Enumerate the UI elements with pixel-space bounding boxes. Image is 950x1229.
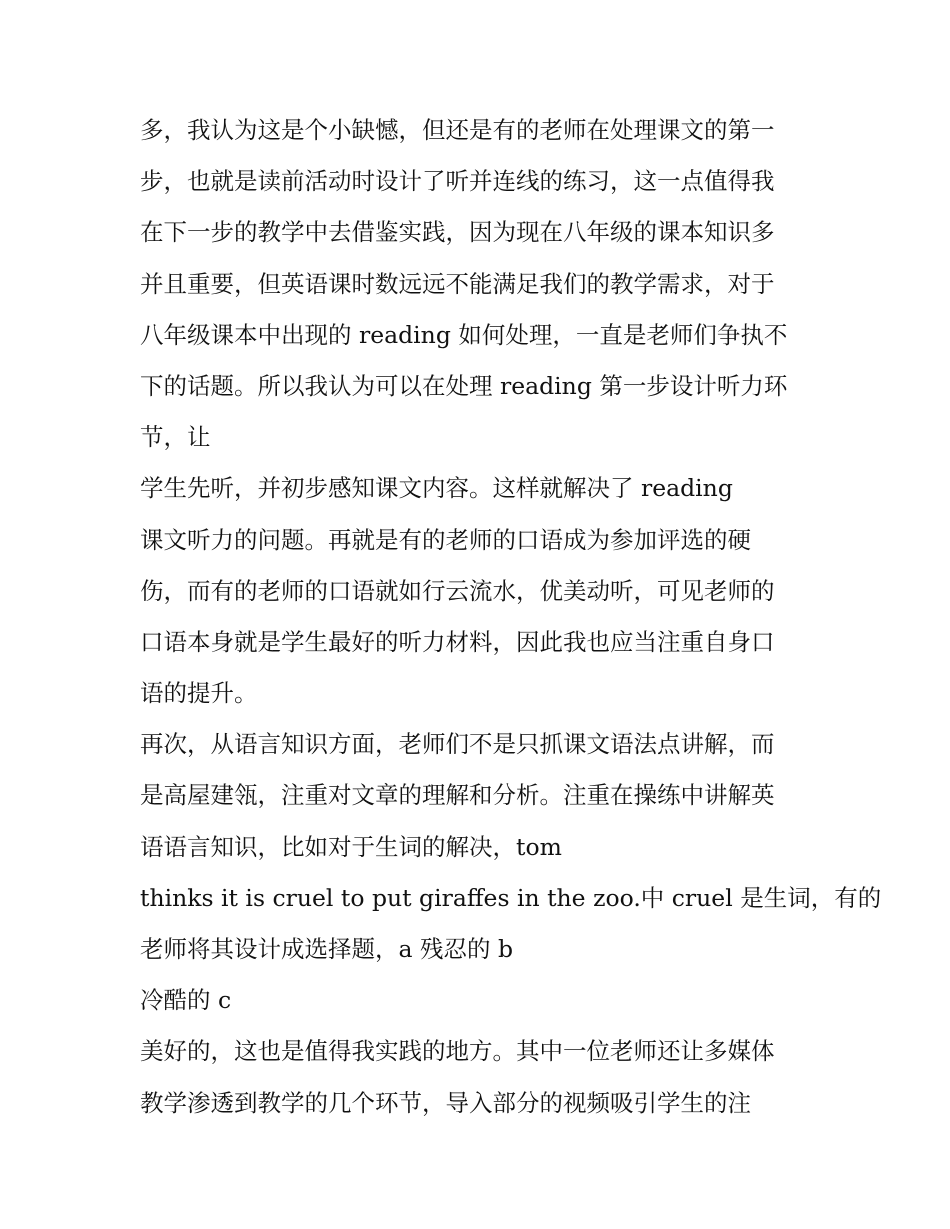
text-line: 伤，而有的老师的口语就如行云流水，优美动听，可见老师的 [140, 576, 775, 605]
text-line: 口语本身就是学生最好的听力材料，因此我也应当注重自身口 [140, 627, 775, 656]
text-line: 步，也就是读前活动时设计了听并连线的练习，这一点值得我 [140, 167, 775, 196]
text-line: 语的提升。 [140, 679, 258, 708]
text-line: 下的话题。所以我认为可以在处理 reading 第一步设计听力环 [140, 371, 788, 400]
text-line: 语语言知识，比如对于生词的解决，tom [140, 832, 562, 861]
text-line: 美好的，这也是值得我实践的地方。其中一位老师还让多媒体 [140, 1037, 775, 1066]
text-line: 节，让 [140, 423, 211, 452]
text-line: 在下一步的教学中去借鉴实践，因为现在八年级的课本知识多 [140, 218, 775, 247]
text-line: 并且重要，但英语课时数远远不能满足我们的教学需求，对于 [140, 269, 775, 298]
text-line: 再次，从语言知识方面，老师们不是只抓课文语法点讲解，而 [140, 730, 775, 759]
body-text [140, 105, 882, 1129]
text-line: 课文听力的问题。再就是有的老师的口语成为参加评选的硬 [140, 525, 751, 554]
text-line: 教学渗透到教学的几个环节，导入部分的视频吸引学生的注 [140, 1088, 751, 1117]
text-line: 多，我认为这是个小缺憾，但还是有的老师在处理课文的第一 [140, 116, 775, 144]
text-line: 冷酷的 c [140, 986, 232, 1015]
text-line: thinks it is cruel to put giraffes in the zoo.中 cruel 是生词，有的 [140, 883, 882, 912]
text-line: 学生先听，并初步感知课文内容。这样就解决了 reading [140, 474, 733, 503]
text-line: 老师将其设计成选择题，a 残忍的 b [140, 935, 513, 963]
text-line: 八年级课本中出现的 reading 如何处理，一直是老师们争执不 [140, 320, 788, 349]
text-line: 是高屋建瓴，注重对文章的理解和分析。注重在操练中讲解英 [140, 781, 775, 810]
